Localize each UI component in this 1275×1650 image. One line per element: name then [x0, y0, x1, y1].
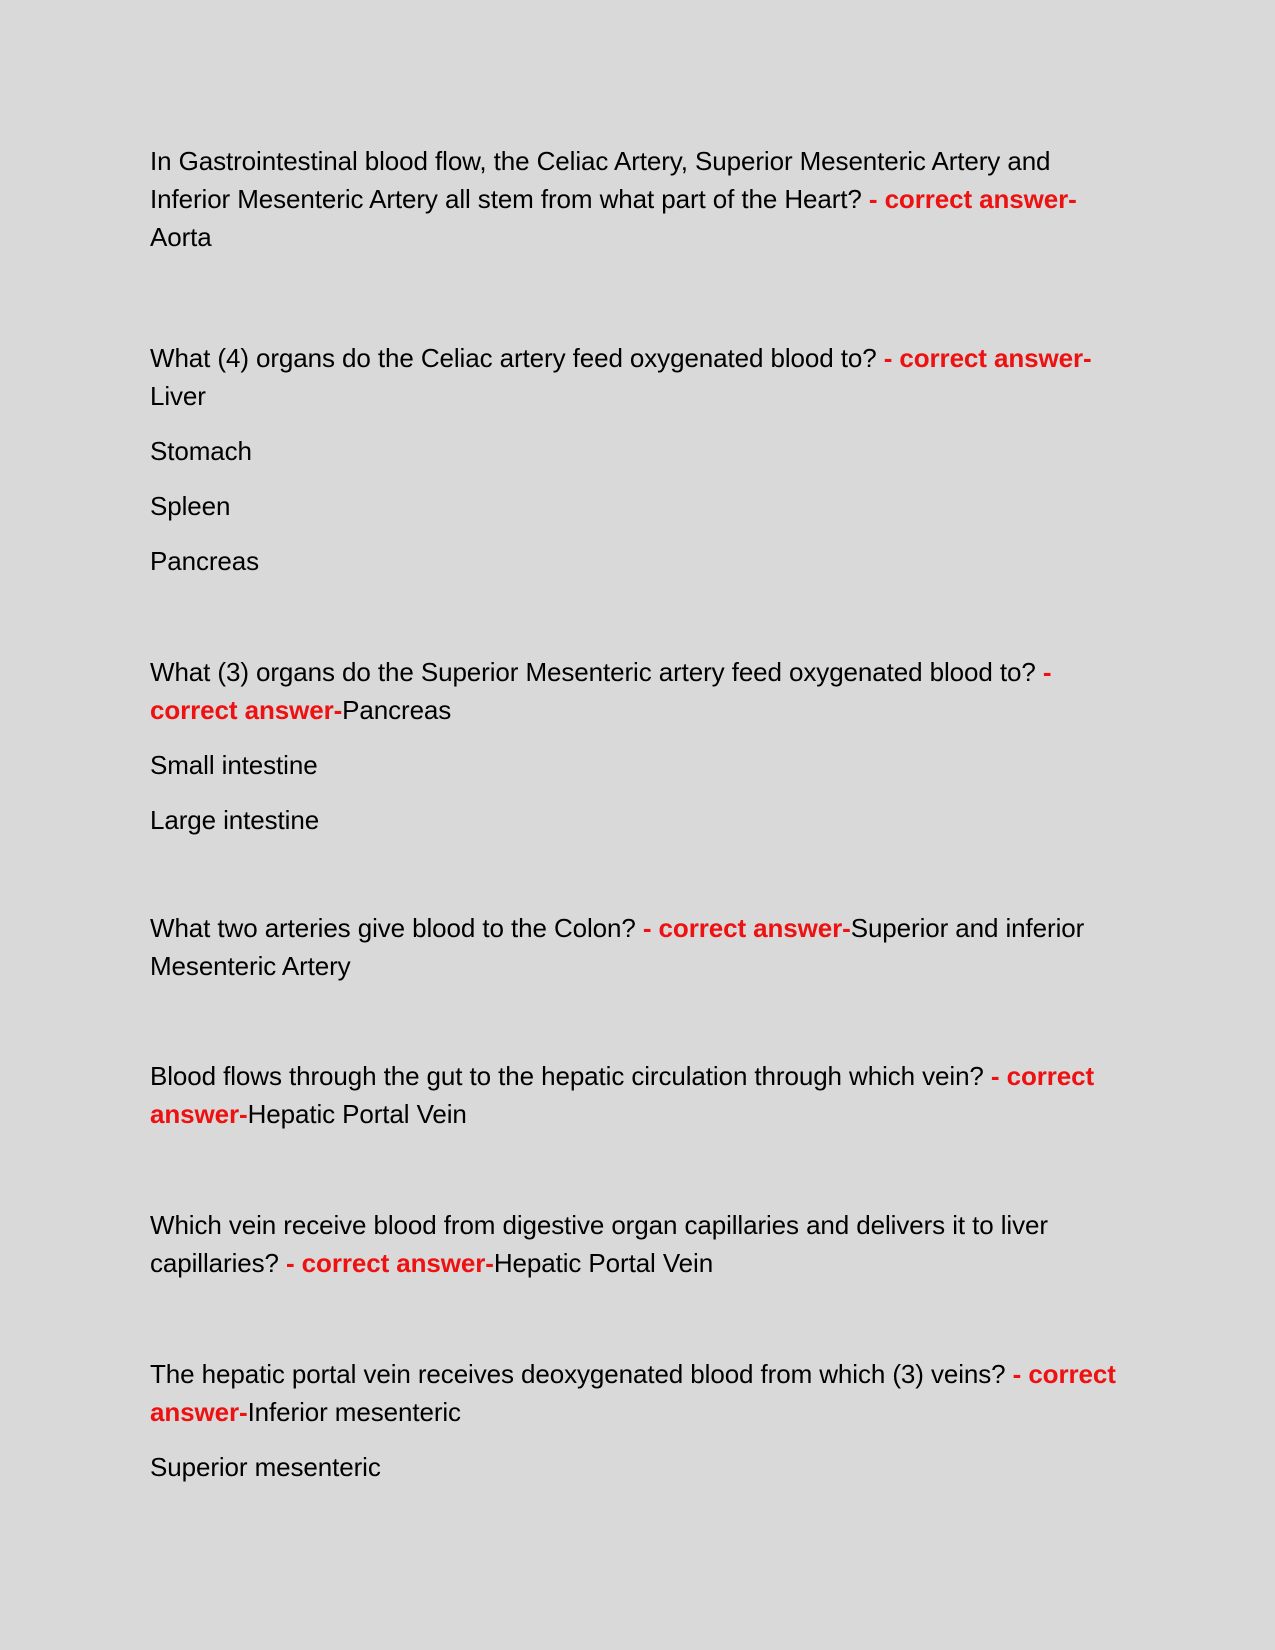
qa-first-line	[150, 909, 1130, 985]
qa-item	[150, 1057, 1130, 1133]
qa-item	[150, 1355, 1130, 1486]
answer-text: Aorta	[150, 222, 212, 252]
qa-first-line	[150, 339, 1130, 415]
correct-answer-marker: - correct answer-	[868, 184, 1077, 214]
correct-answer-marker: - correct answer-	[642, 913, 851, 943]
qa-first-line	[150, 142, 1130, 256]
question-text: What (4) organs do the Celiac artery feed oxygenated blood to?	[150, 343, 877, 373]
qa-item	[150, 142, 1130, 256]
correct-answer-marker: - correct answer-	[150, 1359, 1116, 1427]
answer-text: Inferior mesenteric	[247, 1397, 461, 1427]
correct-answer-marker: - correct answer-	[883, 343, 1092, 373]
answer-extra-line: Stomach	[150, 436, 252, 466]
qa-first-line	[150, 1057, 1130, 1133]
qa-item	[150, 653, 1130, 839]
correct-answer-marker: - correct answer-	[150, 1061, 1095, 1129]
answer-text: Liver	[150, 381, 206, 411]
correct-answer-marker: - correct answer-	[286, 1248, 494, 1278]
answer-extra-line: Pancreas	[150, 546, 260, 576]
qa-first-line	[150, 1206, 1130, 1282]
answer-extra-line: Small intestine	[150, 750, 318, 780]
answer-extra-line: Spleen	[150, 491, 231, 521]
qa-first-line	[150, 653, 1130, 729]
question-text: In Gastrointestinal blood flow, the Celiac Artery, Superior Mesenteric Artery and Inferior Mesenteric Artery all stem from what part of the Heart?	[150, 146, 1051, 214]
qa-first-line	[150, 1355, 1130, 1431]
answer-text: Hepatic Portal Vein	[493, 1248, 714, 1278]
answer-text: Superior and inferior Mesenteric Artery	[150, 913, 1085, 981]
qa-item	[150, 1206, 1130, 1282]
answer-extra-line: Large intestine	[150, 805, 320, 835]
qa-item	[150, 339, 1130, 580]
question-text: The hepatic portal vein receives deoxygenated blood from which (3) veins?	[150, 1359, 1006, 1389]
question-text: What (3) organs do the Superior Mesenteric artery feed oxygenated blood to?	[150, 657, 1036, 687]
answer-extra-line: Superior mesenteric	[150, 1452, 381, 1482]
answer-text: Hepatic Portal Vein	[247, 1099, 467, 1129]
question-text: What two arteries give blood to the Colon?	[150, 913, 636, 943]
qa-item	[150, 909, 1130, 985]
answer-text: Pancreas	[342, 695, 452, 725]
question-text: Which vein receive blood from digestive organ capillaries and delivers it to liver capillaries?	[150, 1210, 1048, 1278]
correct-answer-marker: - correct answer-	[150, 657, 1052, 725]
question-text: Blood flows through the gut to the hepatic circulation through which vein?	[150, 1061, 984, 1091]
